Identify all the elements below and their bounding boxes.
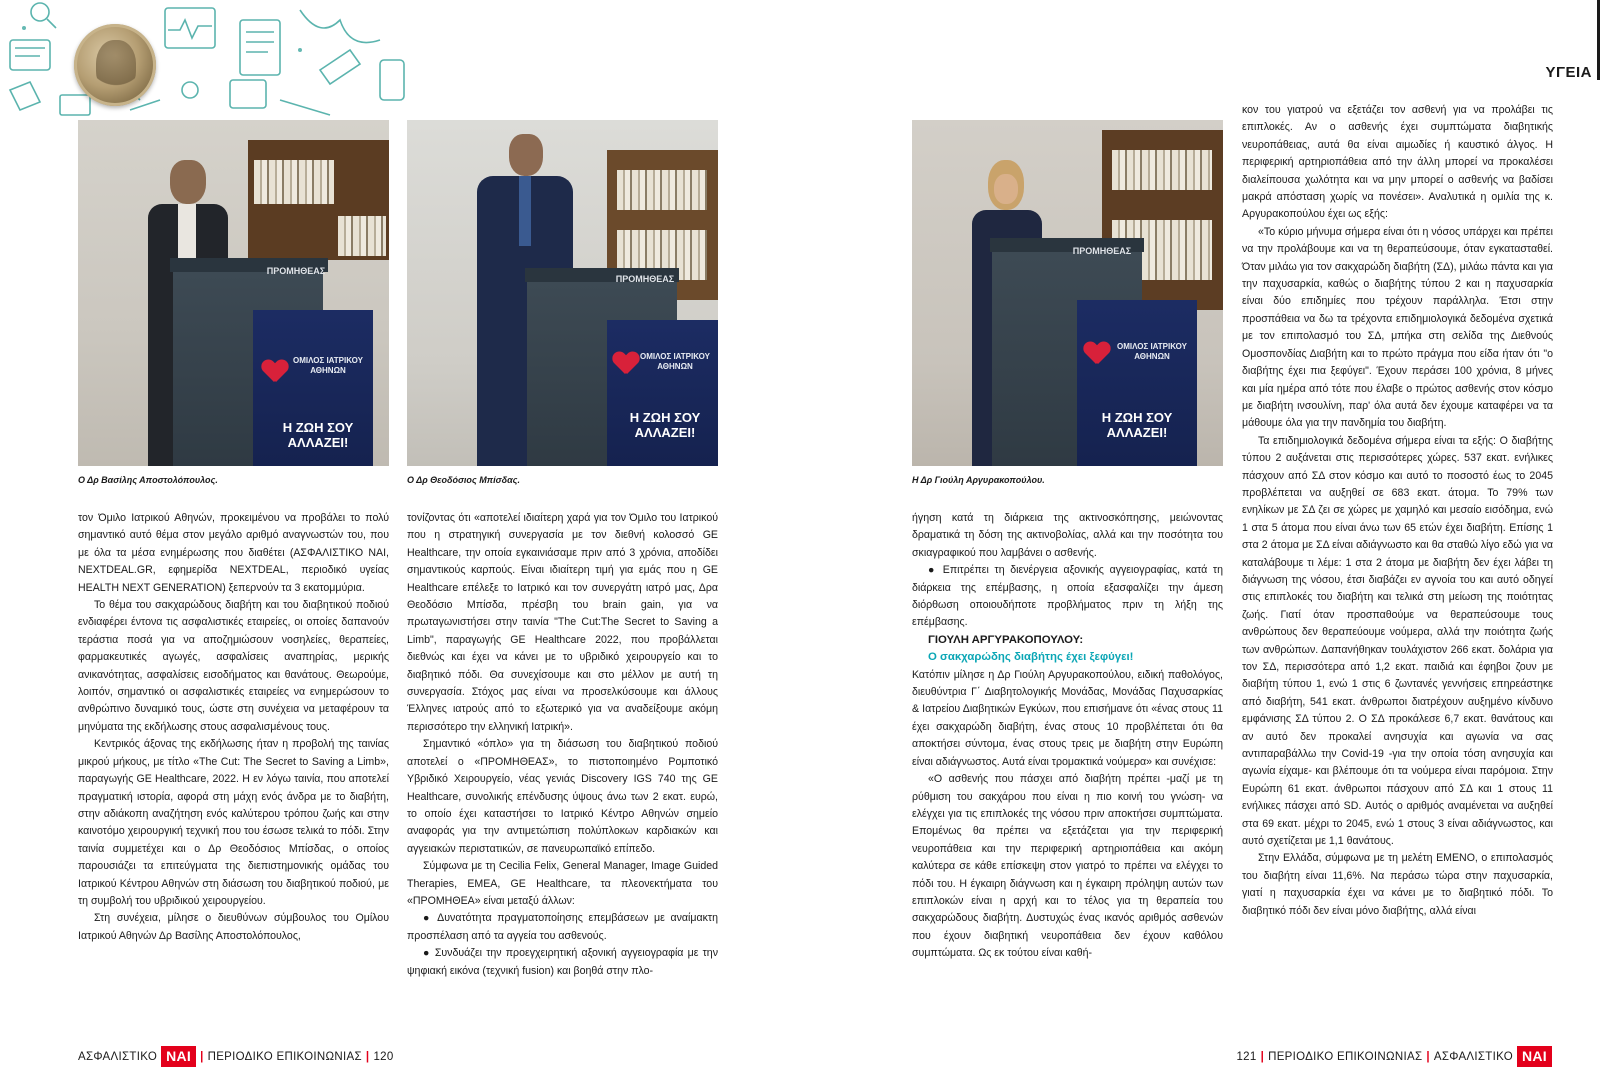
separator: | — [1260, 1050, 1265, 1063]
photo-speaker-bisdas — [407, 120, 718, 466]
paragraph: Σημαντικό «όπλο» για τη διάσωση του διαβητικού ποδιού αποτελεί ο «ΠΡΟΜΗΘΕΑΣ», το πιστοποιημένο Ρομποτικό Υβριδικό Χειρουργείο, νέας γενιάς Discovery IGS 740 της GE Healthcare, συνολικής επένδυσης ύψους άνω των 2 εκατ. ευρώ, το οποίο έχει καταστήσει το Ιατρικό Κέντρο Αθηνών σημείο αναφοράς για την αντιμετώπιση πολύπλοκων καρδιακών και αγγειακών περιστατικών, σε πανευρωπαϊκό επίπεδο. — [407, 738, 718, 855]
paragraph: κον του γιατρού να εξετάζει τον ασθενή για να προλάβει τις επιπλοκές. Αν ο ασθενής έχει συμπτώματα διαβητικής νευροπάθειας, αυτά θα είναι αιμωδίες ή καυστικό άλγος. Η περιφερική αρτηριοπάθεια από την άλλη μπορεί να προκαλέσει διαλείπουσα χωλότητα και να μην μπορεί ο ασθενής να βαδίσει μακρά απόσταση χωρίς να πονέσει». Αναλυτικά η ομιλία της κ. Αργυρακοπούλου έχει ως εξής: — [1242, 104, 1553, 221]
magazine-name: ΑΣΦΑΛΙΣΤΙΚΟ — [1433, 1050, 1513, 1063]
section-subheading: Ο σακχαρώδης διαβήτης έχει ξεφύγει! — [928, 651, 1134, 664]
page-footer-left — [78, 1046, 394, 1067]
paragraph: Κεντρικός άξονας της εκδήλωσης ήταν η προβολή της ταινίας μικρού μήκους, με τίτλο «The Cut: The Secret to Saving a Limb», παραγωγής GE Healthcare, 2022. Η εν λόγω ταινία, που αποτελεί πραγματική ιστορία, αφορά στη μάχη ενός άνδρα με το διαβήτη, στην αδιάκοπη αναζήτηση ενός καλύτερου τρόπου ζωής και στην καινοτόμο χειρουργική τεχνική που του έσωσε τελικά το πόδι. Στην ταινία συμμετέχει και ο Δρ Θεοδόσιος Μπίσδας, ο οποίος παρουσιάζει τα επιτεύγματα της διεπιστημονικής ομάδας του Ιατρικού Κέντρου Αθηνών στη διάσωση του διαβητικού ποδιού, με τη συμβολή του υβριδικού χειρουργείου. — [78, 738, 389, 907]
podium-slogan-3: Η ΖΩΗ ΣΟΥ ΑΛΛΑΖΕΙ! — [1101, 410, 1173, 440]
podium-brand-2: ΠΡΟΜΗΘΕΑΣ — [615, 274, 675, 284]
separator: | — [1426, 1050, 1430, 1063]
photo-speaker-argyrakopoulou — [912, 120, 1223, 466]
nai-logo-badge: ΝΑΙ — [161, 1046, 196, 1067]
nai-logo-badge: ΝΑΙ — [1517, 1046, 1552, 1067]
paragraph: Στη συνέχεια, μίλησε ο διευθύνων σύμβουλος του Ομίλου Ιατρικού Αθηνών Δρ Βασίλης Αποστολόπουλος, — [78, 912, 389, 942]
paragraph: τον Όμιλο Ιατρικού Αθηνών, προκειμένου να προβάλει το πολύ σημαντικό αυτό θέμα στον μεγάλο αριθμό αναγνωστών του, που με όλα τα μέσα ενημέρωσης που διαθέτει (ΑΣΦΑΛΙΣΤΙΚΟ ΝΑΙ, NEXTDEAL.GR, εφημερίδα NEXTDEAL, περιοδικό υγείας HEALTH NEXT GENERATION) ξεπερνούν τα 3 εκατομμύρια. — [78, 512, 389, 594]
podium-slogan: Η ΖΩΗ ΣΟΥ ΑΛΛΑΖΕΙ! — [282, 420, 354, 450]
paragraph: Στην Ελλάδα, σύμφωνα με τη μελέτη EMENO, ο επιπολασμός του διαβήτη είναι 11,6%. Να περάσω τώρα στην παχυσαρκία, γιατί η παχυσαρκία έχει να κάνει με το διαβητικό πόδι. Το διαβητικό πόδι δεν είναι μόνο διαβήτης, αλλά είναι — [1242, 852, 1553, 917]
bullet-item: ● Συνδυάζει την προεγχειρητική αξονική αγγειογραφία με την ψηφιακή εικόνα (τεχνική fusion) και βοηθά στην πλο- — [407, 947, 718, 977]
bullet-item: ● Δυνατότητα πραγματοποίησης επεμβάσεων με αναίμακτη προσπέλαση από τα αγγεία του ασθενούς. — [407, 912, 718, 942]
heart-logo-icon — [262, 360, 288, 384]
section-heading: ΓΙΟΥΛΗ ΑΡΓΥΡΑΚΟΠΟΥΛΟΥ: — [928, 633, 1084, 646]
heart-logo-icon-3 — [1084, 342, 1110, 366]
text-column-3 — [912, 510, 1223, 963]
paragraph: τονίζοντας ότι «αποτελεί ιδιαίτερη χαρά για τον Όμιλο του Ιατρικού που η στρατηγική συνεργασία με τον διεθνή κολοσσό GE Healthcare, την οποία εγκαινιάσαμε πριν από 3 χρόνια, αποδίδει σημαντικούς καρπούς. Είναι ιδιαίτερη τιμή για εμάς που η GE Healthcare επέλεξε το Ιατρικό και τον συνεργάτη ιατρό μας, Δρα Θεοδόσιο Μπίσδα, πρέσβη του brain gain, για να πρωταγωνιστήσει στην ταινία "The Cut:The Secret to Saving a Limb", παραγωγής GE Healthcare 2022, που προβάλλεται διεθνώς και έχει να κάνει με το υβριδικό χειρουργείο και το διαβητικό πόδι. Θα συνεχίσουμε και στο μέλλον με αυτή τη συνεργασία. Στόχος μας είναι να προσελκύσουμε και άλλους Έλληνες ιατρούς από το εξωτερικό για να αναδείξουμε ακόμη περισσότερο την ελληνική Ιατρική». — [407, 512, 718, 733]
paragraph: Σύμφωνα με τη Cecilia Felix, General Manager, Image Guided Therapies, EMEA, GE Healthcare, τα πλεονεκτήματα του «ΠΡΟΜΗΘΕΑ» είναι μεταξύ άλλων: — [407, 860, 718, 907]
paragraph: Το θέμα του σακχαρώδους διαβήτη και του διαβητικού ποδιού ενδιαφέρει έντονα τις ασφαλιστικές εταιρείες, οι οποίες δαπανούν τεράστια ποσά για να αποζημιώσουν νοσηλείες, θεραπείες, φαρμακευτικές αγωγές, ασφαλίσεις αναπηρίας, μερικής ανικανότητας, ασφαλίσεις εισοδήματος και θανάτους. Θεωρούμε, λοιπόν, σημαντικό οι ασφαλιστικές εταιρείες να ενημερώσουν το ανθρώπινο δυναμικό τους, ώστε στη συνέχεια να μεταφέρουν τα μηνύματα της εκδήλωσης στους ασφαλισμένους τους. — [78, 599, 389, 733]
periodical-label: ΠΕΡΙΟΔΙΚΟ ΕΠΙΚΟΙΝΩΝΙΑΣ — [207, 1050, 362, 1063]
paragraph: ήγηση κατά τη διάρκεια της ακτινοσκόπησης, μειώνοντας δραματικά τη δόση της ακτινοβολίας, αλλά και την ποσότητα του σκιαγραφικού που λαμβάνει ο ασθενής. — [912, 512, 1223, 559]
paragraph: «Το κύριο μήνυμα σήμερα είναι ότι η νόσος υπάρχει και πρέπει να την προλάβουμε και να τη θεραπεύσουμε, όταν εγκατασταθεί. Όταν μιλάω για τον σακχαρώδη διαβήτη (ΣΔ), μιλάω πάντα και για την παχυσαρκία, καθώς ο διαβήτης τύπου 2 και η παχυσαρκία είναι δύο επιδημίες που τρέχουν παράλληλα. Έτσι στην προσπάθεια να δω τα τρέχοντα επιδημιολογικά δεδομένα σχετικά με τον επιπολασμό του ΣΔ, μπήκα στη σελίδα της Διεθνούς Ομοσπονδίας Διαβήτη και το πρώτο πράγμα που είδα ήταν ότι "ο διαβήτης έχει πια ξεφύγει". Έχουν περάσει 100 χρόνια, 8 μήνες και μία ημέρα από τότε που έλαβε ο πρώτος ασθενής στον κόσμο με διαβήτη ινσουλίνη, παρ' όλα αυτά δεν έχουμε καταφέρει να τα μάθουμε όλα για την πανδημία του διαβήτη. — [1242, 225, 1553, 430]
caption-1: Ο Δρ Βασίλης Αποστολόπουλος. — [78, 475, 218, 485]
magazine-name: ΑΣΦΑΛΙΣΤΙΚΟ — [78, 1050, 158, 1063]
text-column-1 — [78, 510, 389, 945]
section-title: ΥΓΕΙΑ — [1545, 64, 1592, 81]
caption-2: Ο Δρ Θεοδόσιος Μπίσδας. — [407, 475, 520, 485]
right-page — [800, 0, 1600, 1089]
page-footer-right — [1236, 1046, 1552, 1067]
heart-logo-icon-2 — [613, 352, 639, 376]
photo-speaker-apostolopoulos — [78, 120, 389, 466]
periodical-label: ΠΕΡΙΟΔΙΚΟ ΕΠΙΚΟΙΝΩΝΙΑΣ — [1268, 1050, 1423, 1063]
podium-org-3: ΟΜΙΛΟΣ ΙΑΤΡΙΚΟΥ ΑΘΗΝΩΝ — [1116, 342, 1187, 361]
paragraph: Κατόπιν μίλησε η Δρ Γιούλη Αργυρακοπούλου, ειδική παθολόγος, διευθύντρια Γ΄ Διαβητολογικής Μονάδας, Μονάδας Παχυσαρκίας & Ιατρείου Διαβητικών Εγκύων, που επισήμανε ότι «ένας στους 11 έχει σακχαρώδη διαβήτη, ένας στους 10 προβλέπεται ότι θα αποκτήσει σύντομα, ένας στους τρεις με διαβήτη στην Ευρώπη είναι αδιάγνωστος. Αυτά είναι τρομακτικά νούμερα» και συνέχισε: — [912, 668, 1223, 768]
medical-doodle-decoration — [0, 0, 420, 128]
paragraph: Τα επιδημιολογικά δεδομένα σήμερα είναι τα εξής: Ο διαβήτης τύπου 2 αυξάνεται στις περισσότερες χώρες. 537 εκατ. ενήλικες πάσχουν από ΣΔ στον κόσμο και αυτό το ποσοστό έως το 2045 προβλέπεται να αυξηθεί σε 683 εκατ. άτομα. Το 79% των ενηλίκων με ΣΔ ζει σε χώρες με χαμηλό και μεσαίο εισόδημα, ενώ 1 στα 5 άτομα που είναι άνω των 65 ετών έχει διαβήτη. Επίσης 1 στα 2 άτομα με ΣΔ είναι αδιάγνωστο και θα σταθώ λίγο εδώ για να καταλάβουμε τι λέμε: 1 στα 2 άτομα με διαβήτη δεν έχει λάβει τη διάγνωση της νόσου, έτσι διαβάζει εν αγνοία του και αυτό οδηγεί στις επιπλοκές του διαβήτη και τελικά στη μείωση της ποιότητας ζωής. Γιατί όταν προσπαθούμε να θεραπεύσουμε τους ανθρώπους δεν θεραπεύουμε νούμερα, αλλά την ποιότητα ζωής των ανθρώπων. Δαπανήθηκαν τουλάχιστον 266 εκατ. δολάρια για τον ΣΔ, περισσότερα από 1,2 εκατ. παιδιά και έφηβοι ζουν με διαβήτη τύπου 1, ενώ 1 στις 6 ζωντανές γεννήσεις επηρεάστηκε από διαβήτη, 541 εκατ. άνθρωποι διατρέχουν αυξημένο κίνδυνο εμφάνισης ΣΔ τύπου 2. Ο ΣΔ προκάλεσε 6,7 εκατ. θανάτους και αν αυτό δεν προκαλεί ανησυχία και αγωνία να σας αντιπαραβάλλω την Covid-19 -για την οποία τόση ανησυχία και αγωνία είχαμε- και βλέπουμε ότι τα νούμερα είναι παρόμοια. Στην Ευρώπη 61 εκατ. άνθρωποι πάσχουν από ΣΔ και 1 στους 11 ενήλικες πάσχει από SD. Αυτός ο αριθμός αναμένεται να αυξηθεί στα 69 εκατ. μέχρι το 2045, ενώ 1 στους 3 είναι αδιάγνωστος, και αυτό σχετίζεται με 1,1 θανάτους. — [1242, 434, 1553, 848]
text-column-4 — [1242, 102, 1553, 920]
podium-brand: ΠΡΟΜΗΘΕΑΣ — [266, 266, 326, 276]
hippocrates-medal-logo — [74, 24, 156, 106]
podium-brand-3: ΠΡΟΜΗΘΕΑΣ — [1072, 246, 1132, 256]
caption-3: Η Δρ Γιούλη Αργυρακοπούλου. — [912, 475, 1045, 485]
bullet-item: ● Επιτρέπει τη διενέργεια αξονικής αγγειογραφίας, κατά τη διάρκεια της επέμβασης, η οποία εξασφαλίζει την άμεση διόρθωση οποιουδήποτε προβλήματος πριν τη λήξη της επέμβασης. — [912, 564, 1223, 629]
page-number: 120 — [373, 1050, 394, 1063]
separator: | — [200, 1050, 204, 1063]
text-column-2 — [407, 510, 718, 980]
podium-slogan-2: Η ΖΩΗ ΣΟΥ ΑΛΛΑΖΕΙ! — [629, 410, 701, 440]
page-number: 121 — [1236, 1050, 1257, 1063]
podium-org: ΟΜΙΛΟΣ ΙΑΤΡΙΚΟΥ ΑΘΗΝΩΝ — [292, 356, 363, 375]
paragraph: «Ο ασθενής που πάσχει από διαβήτη πρέπει -μαζί με τη ρύθμιση του σακχάρου που είναι η πιο κοινή του γνώση- να ελέγχει για τις επιπλοκές της νόσου πριν αποκτήσει συμπτώματα. Επομένως θα πρέπει να εξετάζεται για την περιφερική νευροπάθεια και την περιφερική αρτηριοπάθεια και ακόμη καλύτερα σε κάθε επίσκεψη στον γιατρό το πρέπει να ελέγχει το πόδι του. Η έγκαιρη διάγνωση και η έγκαιρη πρόληψη αυτών των επιπλοκών είναι η αρχή και το τέλος για τη θεραπεία του σακχαρώδους διαβήτη. Δυστυχώς ένας ικανός αριθμός ασθενών που έχουν διαβητική νευροπάθεια δεν έχουν καθόλου συμπτώματα. Ως εκ τούτου είναι καθή- — [912, 773, 1223, 960]
podium-org-2: ΟΜΙΛΟΣ ΙΑΤΡΙΚΟΥ ΑΘΗΝΩΝ — [639, 352, 710, 371]
separator: | — [365, 1050, 370, 1063]
